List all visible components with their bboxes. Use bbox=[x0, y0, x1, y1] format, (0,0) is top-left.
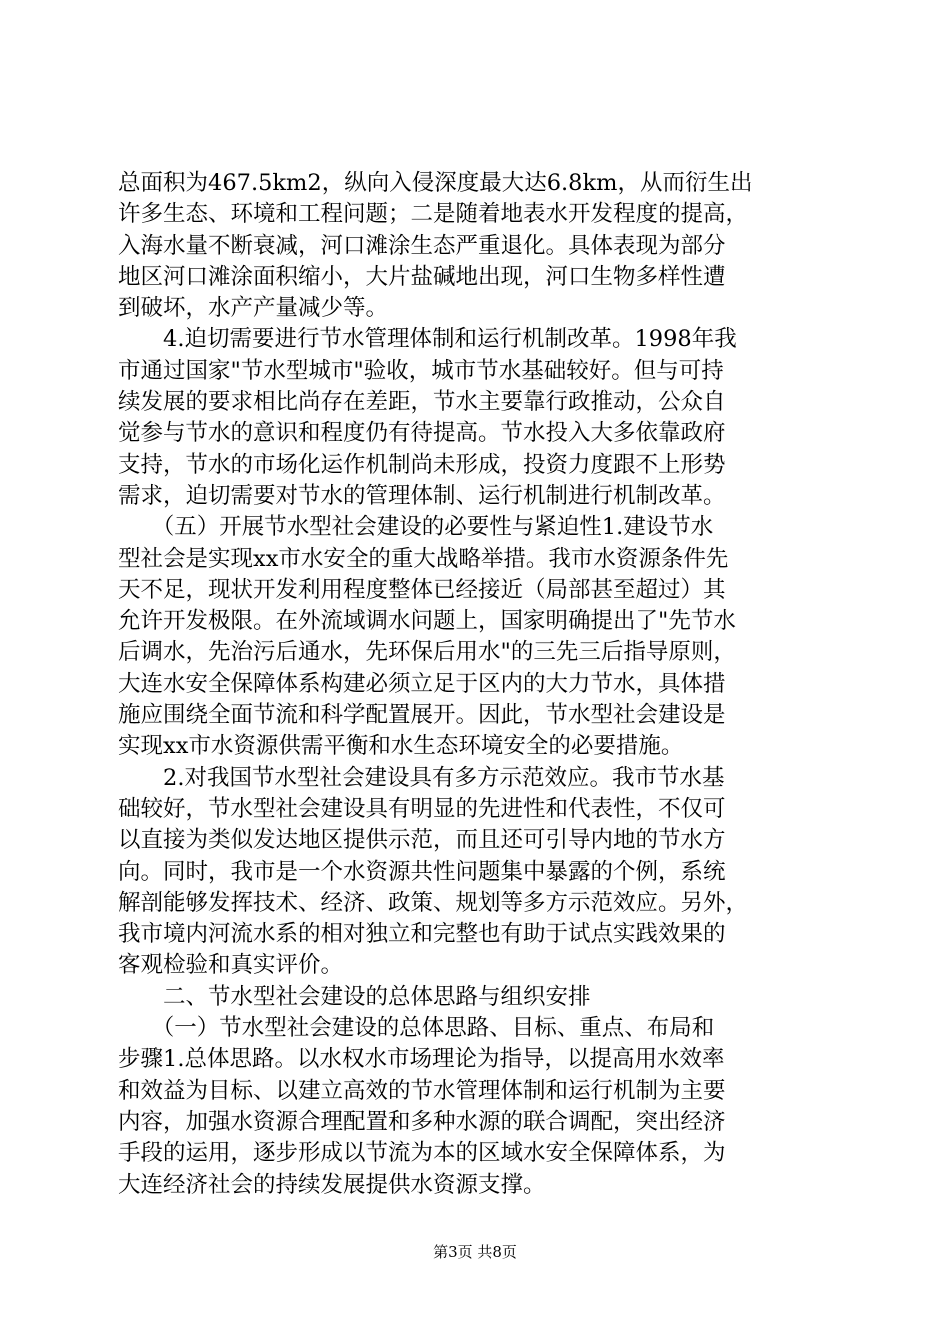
text-line: 向。同时，我市是一个水资源共性问题集中暴露的个例，系统 bbox=[118, 858, 726, 885]
text-line: 我市境内河流水系的相对独立和完整也有助于试点实践效果的 bbox=[118, 921, 726, 948]
text-line: 客观检验和真实评价。 bbox=[118, 952, 344, 979]
text-line: 许多生态、环境和工程问题；二是随着地表水开发程度的提高， bbox=[118, 201, 749, 228]
text-line: 2.对我国节水型社会建设具有多方示范效应。我市节水基 bbox=[118, 764, 725, 791]
text-line: 后调水，先治污后通水，先环保后用水"的三先三后指导原则， bbox=[118, 639, 736, 666]
text-line: 入海水量不断衰减，河口滩涂生态严重退化。具体表现为部分 bbox=[118, 232, 726, 259]
text-line: 步骤1.总体思路。以水权水市场理论为指导，以提高用水效率 bbox=[118, 1046, 725, 1073]
text-line: 需求，迫切需要对节水的管理体制、运行机制进行机制改革。 bbox=[118, 482, 726, 509]
text-line: 大连水安全保障体系构建必须立足于区内的大力节水，具体措 bbox=[118, 670, 726, 697]
text-line: （五）开展节水型社会建设的必要性与紧迫性1.建设节水 bbox=[118, 514, 714, 541]
document-body bbox=[118, 168, 834, 1201]
text-line: 总面积为467.5km2，纵向入侵深度最大达6.8km，从而衍生出 bbox=[118, 170, 753, 196]
text-line: 允许开发极限。在外流域调水问题上，国家明确提出了"先节水 bbox=[118, 608, 736, 635]
text-line: 地区河口滩涂面积缩小，大片盐碱地出现，河口生物多样性遭 bbox=[118, 263, 726, 290]
text-line: 施应围绕全面节流和科学配置展开。因此，节水型社会建设是 bbox=[118, 702, 726, 729]
text-line: 天不足，现状开发利用程度整体已经接近（局部甚至超过）其 bbox=[118, 576, 726, 603]
text-line: 4.迫切需要进行节水管理体制和运行机制改革。1998年我 bbox=[118, 326, 737, 353]
text-line: 实现xx市水资源供需平衡和水生态环境安全的必要措施。 bbox=[118, 733, 684, 760]
text-line: 大连经济社会的持续发展提供水资源支撑。 bbox=[118, 1171, 546, 1198]
text-line: 础较好，节水型社会建设具有明显的先进性和代表性，不仅可 bbox=[118, 795, 726, 822]
text-line: 支持，节水的市场化运作机制尚未形成，投资力度跟不上形势 bbox=[118, 451, 726, 478]
text-line: 型社会是实现xx市水安全的重大战略举措。我市水资源条件先 bbox=[118, 545, 729, 572]
text-line: 以直接为类似发达地区提供示范，而且还可引导内地的节水方 bbox=[118, 827, 726, 854]
text-line: 到破坏，水产产量减少等。 bbox=[118, 295, 389, 322]
text-line: 内容，加强水资源合理配置和多种水源的联合调配，突出经济 bbox=[118, 1108, 726, 1135]
text-line: 手段的运用，逐步形成以节流为本的区域水安全保障体系，为 bbox=[118, 1140, 726, 1167]
text-line: 和效益为目标、以建立高效的节水管理体制和运行机制为主要 bbox=[118, 1077, 726, 1104]
page-footer: 第3页 共8页 bbox=[433, 1243, 517, 1261]
text-line: 二、节水型社会建设的总体思路与组织安排 bbox=[118, 983, 591, 1010]
text-line: 解剖能够发挥技术、经济、政策、规划等多方示范效应。另外， bbox=[118, 889, 749, 916]
text-line: 觉参与节水的意识和程度仍有待提高。节水投入大多依靠政府 bbox=[118, 420, 726, 447]
text-line: （一）节水型社会建设的总体思路、目标、重点、布局和 bbox=[118, 1015, 715, 1042]
text-line: 市通过国家"节水型城市"验收，城市节水基础较好。但与可持 bbox=[118, 357, 724, 384]
text-line: 续发展的要求相比尚存在差距，节水主要靠行政推动，公众自 bbox=[118, 389, 726, 416]
